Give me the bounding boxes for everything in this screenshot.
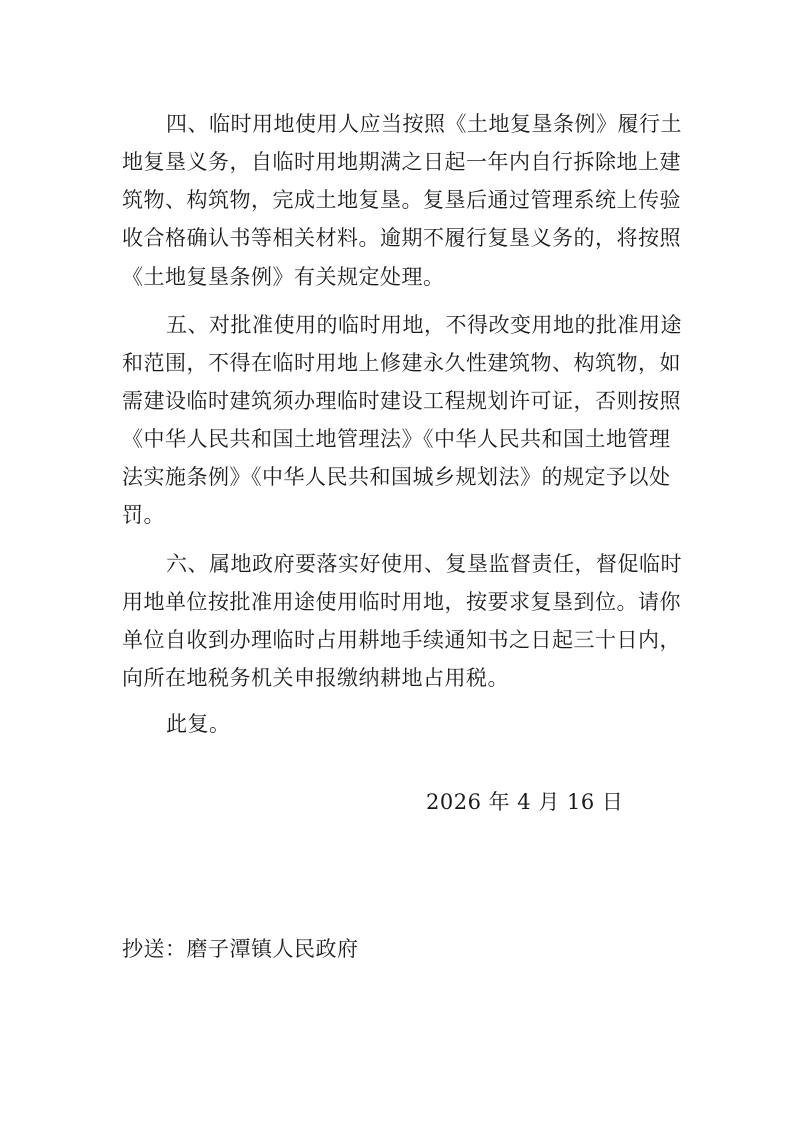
- paragraph-5-line-6: 罚。: [122, 503, 165, 527]
- paragraph-5-line-4: 《中华人民共和国土地管理法》《中华人民共和国土地管理: [122, 427, 671, 451]
- paragraph-4-line-1: 四、临时用地使用人应当按照《土地复垦条例》履行土: [166, 112, 682, 136]
- paragraph-6-line-4: 向所在地税务机关申报缴纳耕地占用税。: [122, 666, 509, 690]
- paragraph-6-line-1: 六、属地政府要落实好使用、复垦监督责任，督促临时: [166, 552, 682, 576]
- paragraph-6-line-3: 单位自收到办理临时占用耕地手续通知书之日起三十日内，: [122, 628, 681, 652]
- closing-text: 此复。: [166, 712, 231, 736]
- paragraph-5-line-3: 需建设临时建筑须办理临时建设工程规划许可证，否则按照: [122, 389, 681, 413]
- paragraph-4-line-4: 收合格确认书等相关材料。逾期不履行复垦义务的，将按照: [122, 226, 681, 250]
- paragraph-4-line-5: 《土地复垦条例》有关规定处理。: [122, 265, 445, 289]
- paragraph-5-line-1: 五、对批准使用的临时用地，不得改变用地的批准用途: [166, 313, 682, 337]
- paragraph-4-line-3: 筑物、构筑物，完成土地复垦。复垦后通过管理系统上传验: [122, 188, 681, 212]
- paragraph-4-line-2: 地复垦义务，自临时用地期满之日起一年内自行拆除地上建: [122, 150, 681, 174]
- document-date: 2026 年 4 月 16 日: [426, 790, 624, 814]
- paragraph-6-line-2: 用地单位按批准用途使用临时用地，按要求复垦到位。请你: [122, 590, 681, 614]
- paragraph-5-line-2: 和范围，不得在临时用地上修建永久性建筑物、构筑物，如: [122, 351, 681, 375]
- cc-line: 抄送：磨子潭镇人民政府: [122, 937, 359, 961]
- paragraph-5-line-5: 法实施条例》《中华人民共和国城乡规划法》的规定予以处: [122, 465, 671, 489]
